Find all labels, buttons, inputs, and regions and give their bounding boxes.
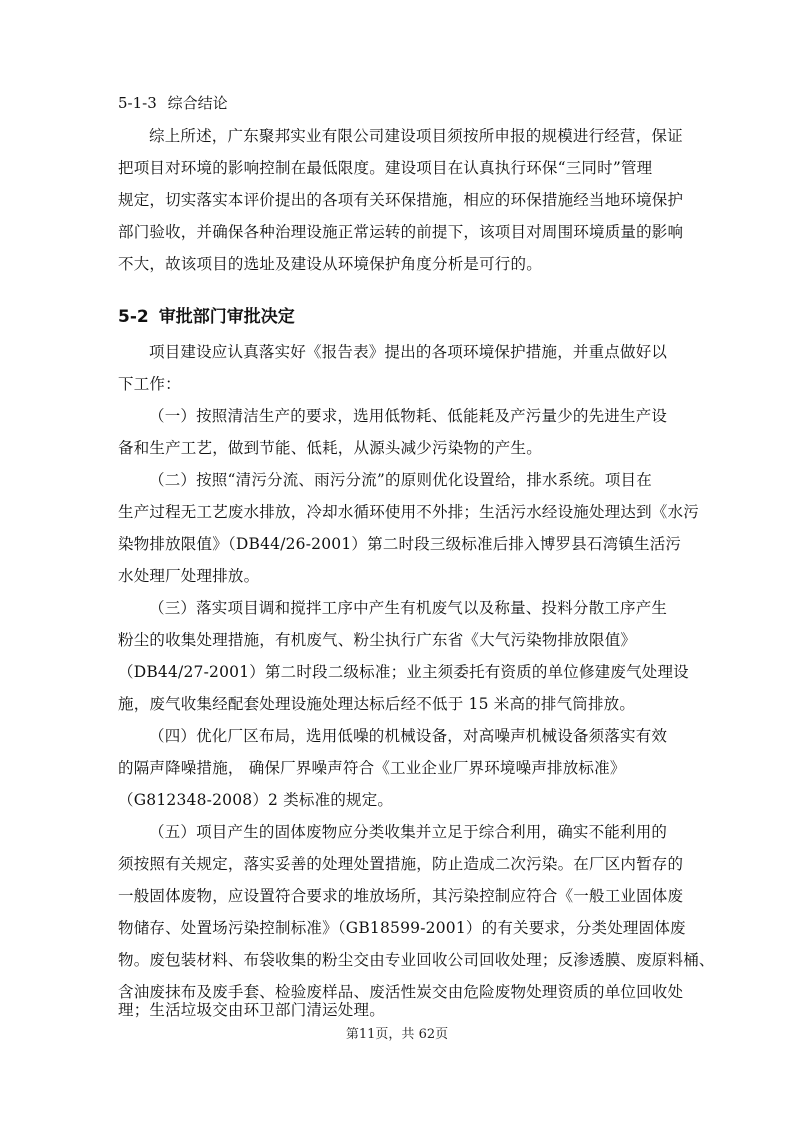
list-item-line: 理；生活垃圾交由环卫部门清运处理。: [118, 1001, 385, 1019]
list-item-line: 物储存、处置场污染控制标准》（GB18599-2001）的有关要求，分类处理固体废: [118, 919, 686, 937]
paragraph-line: 把项目对环境的影响控制在最低限度。建设项目在认真执行环保“三同时”管理: [118, 159, 653, 177]
paragraph-line: 综上所述，广东聚邦实业有限公司建设项目须按所申报的规模进行经营，保证: [149, 127, 683, 145]
list-item-line: 一般固体废物，应设置符合要求的堆放场所，其污染控制应符合《一般工业固体废: [118, 887, 684, 905]
list-item-line: （四）优化厂区布局，选用低噪的机械设备，对高噪声机械设备须落实有效: [149, 727, 668, 745]
list-item-line: 物。废包装材料、布袋收集的粉尘交由专业回收公司回收处理；反渗透膜、废原料桶、: [118, 951, 715, 969]
paragraph-line: 下工作：: [118, 375, 181, 393]
list-item-line: 含油废抹布及废手套、检验废样品、废活性炭交由危险废物处理资质的单位回收处: [118, 983, 684, 1001]
paragraph-line: 项目建设应认真落实好《报告表》提出的各项环境保护措施，并重点做好以: [149, 343, 668, 361]
list-item-line: （二）按照“清污分流、雨污分流”的原则优化设置给，排水系统。项目在: [149, 471, 652, 489]
list-item-line: 须按照有关规定，落实妥善的处理处置措施，防止造成二次污染。在厂区内暂存的: [118, 855, 684, 873]
section-5-1-3-heading: [118, 93, 228, 113]
list-item-line: 施，废气收集经配套处理设施处理达标后经不低于 15 米高的排气筒排放。: [118, 695, 636, 713]
list-item-line: （DB44/27-2001）第二时段二级标准；业主须委托有资质的单位修建废气处理设: [118, 663, 689, 681]
list-item-line: （一）按照清洁生产的要求，选用低物耗、低能耗及产污量少的先进生产设: [149, 407, 668, 425]
list-item-line: （三）落实项目调和搅拌工序中产生有机废气以及称量、投料分散工序产生: [149, 599, 668, 617]
section-5-2-heading: [118, 306, 295, 328]
section-number: 5-2: [118, 307, 149, 327]
section-number: 5-1-3: [118, 94, 157, 112]
paragraph-line: 规定，切实落实本评价提出的各项有关环保措施，相应的环保措施经当地环境保护: [118, 191, 684, 209]
paragraph-line: 不大，故该项目的选址及建设从环境保护角度分析是可行的。: [118, 255, 542, 273]
list-item-line: 粉尘的收集处理措施，有机废气、粉尘执行广东省《大气污染物排放限值》: [118, 631, 637, 649]
list-item-line: 水处理厂处理排放。: [118, 567, 260, 585]
list-item-line: 生产过程无工艺废水排放，冷却水循环使用不外排；生活污水经设施处理达到《水污: [118, 503, 699, 521]
list-item-line: 的隔声降噪措施， 确保厂界噪声符合《工业企业厂界环境噪声排放标准》: [118, 759, 626, 777]
section-title: 综合结论: [167, 94, 228, 112]
section-title: 审批部门审批决定: [158, 307, 295, 327]
paragraph-line: 部门验收，并确保各种治理设施正常运转的前提下，该项目对周围环境质量的影响: [118, 223, 684, 241]
list-item-line: 备和生产工艺，做到节能、低耗，从源头减少污染物的产生。: [118, 439, 542, 457]
page-number-footer: 第11页，共 62页: [345, 1027, 449, 1042]
list-item-line: （G812348-2008）2 类标准的规定。: [118, 791, 394, 809]
list-item-line: 染物排放限值》（DB44/26-2001）第二时段三级标准后排入博罗县石湾镇生活污: [118, 535, 682, 553]
list-item-line: （五）项目产生的固体废物应分类收集并立足于综合利用，确实不能利用的: [149, 823, 668, 841]
